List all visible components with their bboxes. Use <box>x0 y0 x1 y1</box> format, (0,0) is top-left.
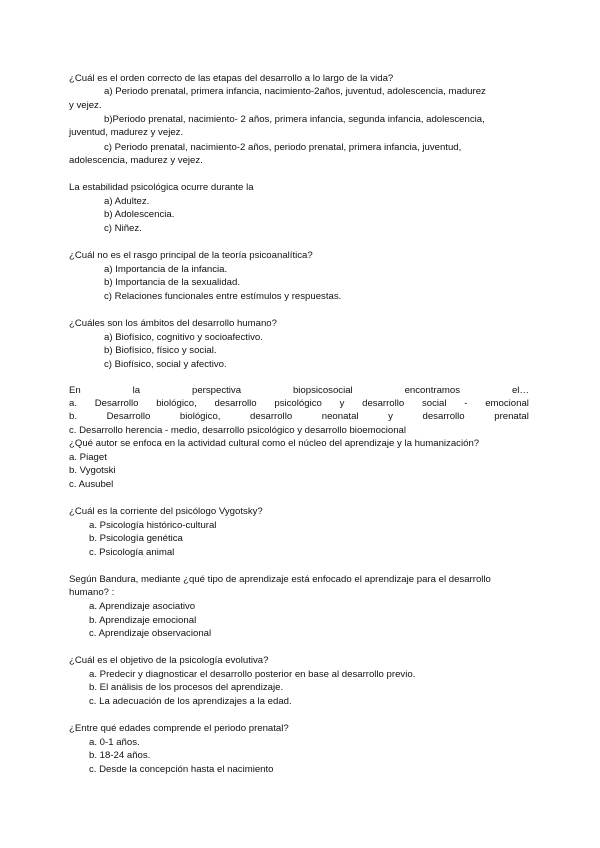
question-1-option-b-cont: juventud, madurez y vejez. <box>69 127 184 138</box>
question-3-option-c: c) Relaciones funcionales entre estímulos y respuestas. <box>104 291 342 302</box>
question-7-option-b: b. Psicología genética <box>89 533 183 544</box>
question-8-option-b: b. Aprendizaje emocional <box>89 615 197 626</box>
question-9-option-a: a. Predecir y diagnosticar el desarrollo posterior en base al desarrollo previo. <box>89 669 416 680</box>
question-9-option-b: b. El análisis de los procesos del aprendizaje. <box>89 682 284 693</box>
question-8-option-c: c. Aprendizaje observacional <box>89 628 212 639</box>
question-10-option-a: a. 0-1 años. <box>89 737 140 748</box>
question-5-option-a: a. Desarrollo biológico, desarrollo psicológico y desarrollo social - emocional <box>69 398 529 409</box>
question-6: ¿Qué autor se enfoca en la actividad cultural como el núcleo del aprendizaje y la humanización? <box>69 438 480 449</box>
question-6-option-b: b. Vygotski <box>69 465 116 476</box>
question-5-option-b: b. Desarrollo biológico, desarrollo neonatal y desarrollo prenatal <box>69 411 529 422</box>
question-4-option-c: c) Biofísico, social y afectivo. <box>104 359 227 370</box>
question-7-option-c: c. Psicología animal <box>89 547 175 558</box>
question-10-option-c: c. Desde la concepción hasta el nacimiento <box>89 764 274 775</box>
question-8-cont: humano? : <box>69 587 115 598</box>
question-8-option-a: a. Aprendizaje asociativo <box>89 601 196 612</box>
question-1-option-c-cont: adolescencia, madurez y vejez. <box>69 155 203 166</box>
question-3-option-a: a) Importancia de la infancia. <box>104 264 228 275</box>
question-3-option-b: b) Importancia de la sexualidad. <box>104 277 240 288</box>
question-1-option-b: b)Periodo prenatal, nacimiento- 2 años, primera infancia, segunda infancia, adolescencia, <box>104 114 485 125</box>
question-10-option-b: b. 18-24 años. <box>89 750 151 761</box>
question-3: ¿Cuál no es el rasgo principal de la teoría psicoanalítica? <box>69 250 313 261</box>
question-2-option-a: a) Adultez. <box>104 196 150 207</box>
question-10: ¿Entre qué edades comprende el periodo prenatal? <box>69 723 289 734</box>
question-6-option-c: c. Ausubel <box>69 479 114 490</box>
question-5: En la perspectiva biopsicosocial encontramos el… <box>69 385 529 396</box>
question-7-option-a: a. Psicología histórico-cultural <box>89 520 217 531</box>
question-7: ¿Cuál es la corriente del psicólogo Vygotsky? <box>69 506 263 517</box>
question-9: ¿Cuál es el objetivo de la psicología evolutiva? <box>69 655 269 666</box>
question-1-option-a-cont: y vejez. <box>69 100 102 111</box>
question-1-option-c: c) Periodo prenatal, nacimiento-2 años, periodo prenatal, primera infancia, juventud, <box>104 142 462 153</box>
question-9-option-c: c. La adecuación de los aprendizajes a la edad. <box>89 696 292 707</box>
question-2: La estabilidad psicológica ocurre durante la <box>69 182 254 193</box>
question-8: Según Bandura, mediante ¿qué tipo de aprendizaje está enfocado el aprendizaje para el desarrollo <box>69 574 491 585</box>
question-5-option-c: c. Desarrollo herencia - medio, desarrollo psicológico y desarrollo bioemocional <box>69 425 407 436</box>
question-2-option-c: c) Niñez. <box>104 223 142 234</box>
question-6-option-a: a. Piaget <box>69 452 107 463</box>
question-1: ¿Cuál es el orden correcto de las etapas del desarrollo a lo largo de la vida? <box>69 73 394 84</box>
question-4: ¿Cuáles son los ámbitos del desarrollo humano? <box>69 318 277 329</box>
question-2-option-b: b) Adolescencia. <box>104 209 175 220</box>
question-4-option-a: a) Biofísico, cognitivo y socioafectivo. <box>104 332 263 343</box>
question-1-option-a: a) Periodo prenatal, primera infancia, nacimiento-2años, juventud, adolescencia, madurez <box>104 86 486 97</box>
question-4-option-b: b) Biofísico, físico y social. <box>104 345 217 356</box>
